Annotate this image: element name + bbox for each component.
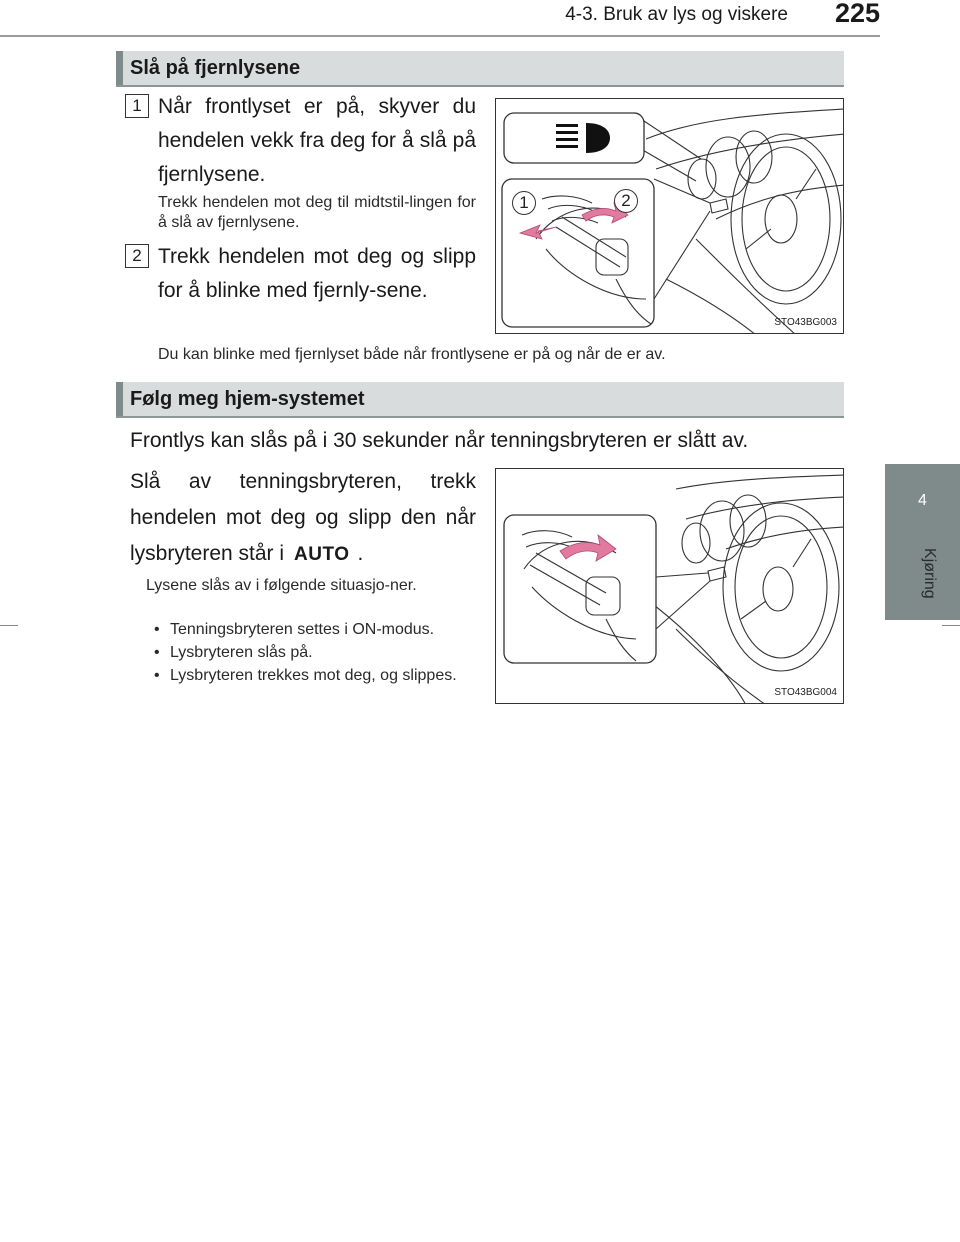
list-item: • Tenningsbryteren settes i ON-modus. xyxy=(146,620,476,640)
section-heading-text: Slå på fjernlysene xyxy=(130,57,301,79)
list-item: • Lysbryteren trekkes mot deg, og slippes. xyxy=(146,666,476,686)
figure-high-beam-illustration xyxy=(496,99,844,334)
list-item: • Lysbryteren slås på. xyxy=(146,643,476,663)
step-number-2: 2 xyxy=(125,244,149,268)
chapter-number: 4 xyxy=(918,492,927,509)
figure-callout-1: 1 xyxy=(512,191,536,215)
follow-me-home-intro: Frontlys kan slås på i 30 sekunder når tenningsbryteren er slått av. xyxy=(130,429,749,452)
figure-follow-me-home-lever xyxy=(495,468,844,704)
section-heading-follow-me-home xyxy=(116,382,844,418)
crop-mark-left xyxy=(0,625,18,626)
step-1-text: Når frontlyset er på, skyver du hendelen vekk fra deg for å slå på fjernlysene. xyxy=(158,95,476,186)
instruction-end: . xyxy=(357,542,364,565)
step-1-note: Trekk hendelen mot deg til midtstil-lingen for å slå av fjernlysene. xyxy=(158,194,476,231)
auto-position-label: AUTO xyxy=(294,544,350,565)
section-heading-text: Følg meg hjem-systemet xyxy=(130,388,365,410)
follow-me-home-note: Lysene slås av i følgende situasjo-ner. xyxy=(146,577,417,594)
turn-off-conditions-list xyxy=(146,620,476,689)
step-number-1: 1 xyxy=(125,94,149,118)
crop-mark-right xyxy=(942,625,960,626)
figure-code: STO43BG003 xyxy=(774,317,837,328)
figure-high-beam-lever xyxy=(495,98,844,334)
header-rule xyxy=(0,35,880,37)
chapter-label: Kjøring xyxy=(921,548,938,599)
step-2-text: Trekk hendelen mot deg og slipp for å blinke med fjernly-sene. xyxy=(158,245,476,302)
figure-follow-me-home-illustration xyxy=(496,469,844,704)
figure-code: STO43BG004 xyxy=(774,687,837,698)
follow-me-home-instruction xyxy=(130,464,476,573)
running-header-section: 4-3. Bruk av lys og viskere xyxy=(565,4,788,25)
figure-callout-2: 2 xyxy=(614,189,638,213)
high-beam-footnote: Du kan blinke med fjernlyset både når frontlysene er på og når de er av. xyxy=(158,346,666,363)
page-number: 225 xyxy=(834,0,880,28)
section-heading-high-beam xyxy=(116,51,844,87)
instruction-text: Slå av tenningsbryteren, trekk hendelen mot deg og slipp den når lysbryteren står i xyxy=(130,470,476,565)
